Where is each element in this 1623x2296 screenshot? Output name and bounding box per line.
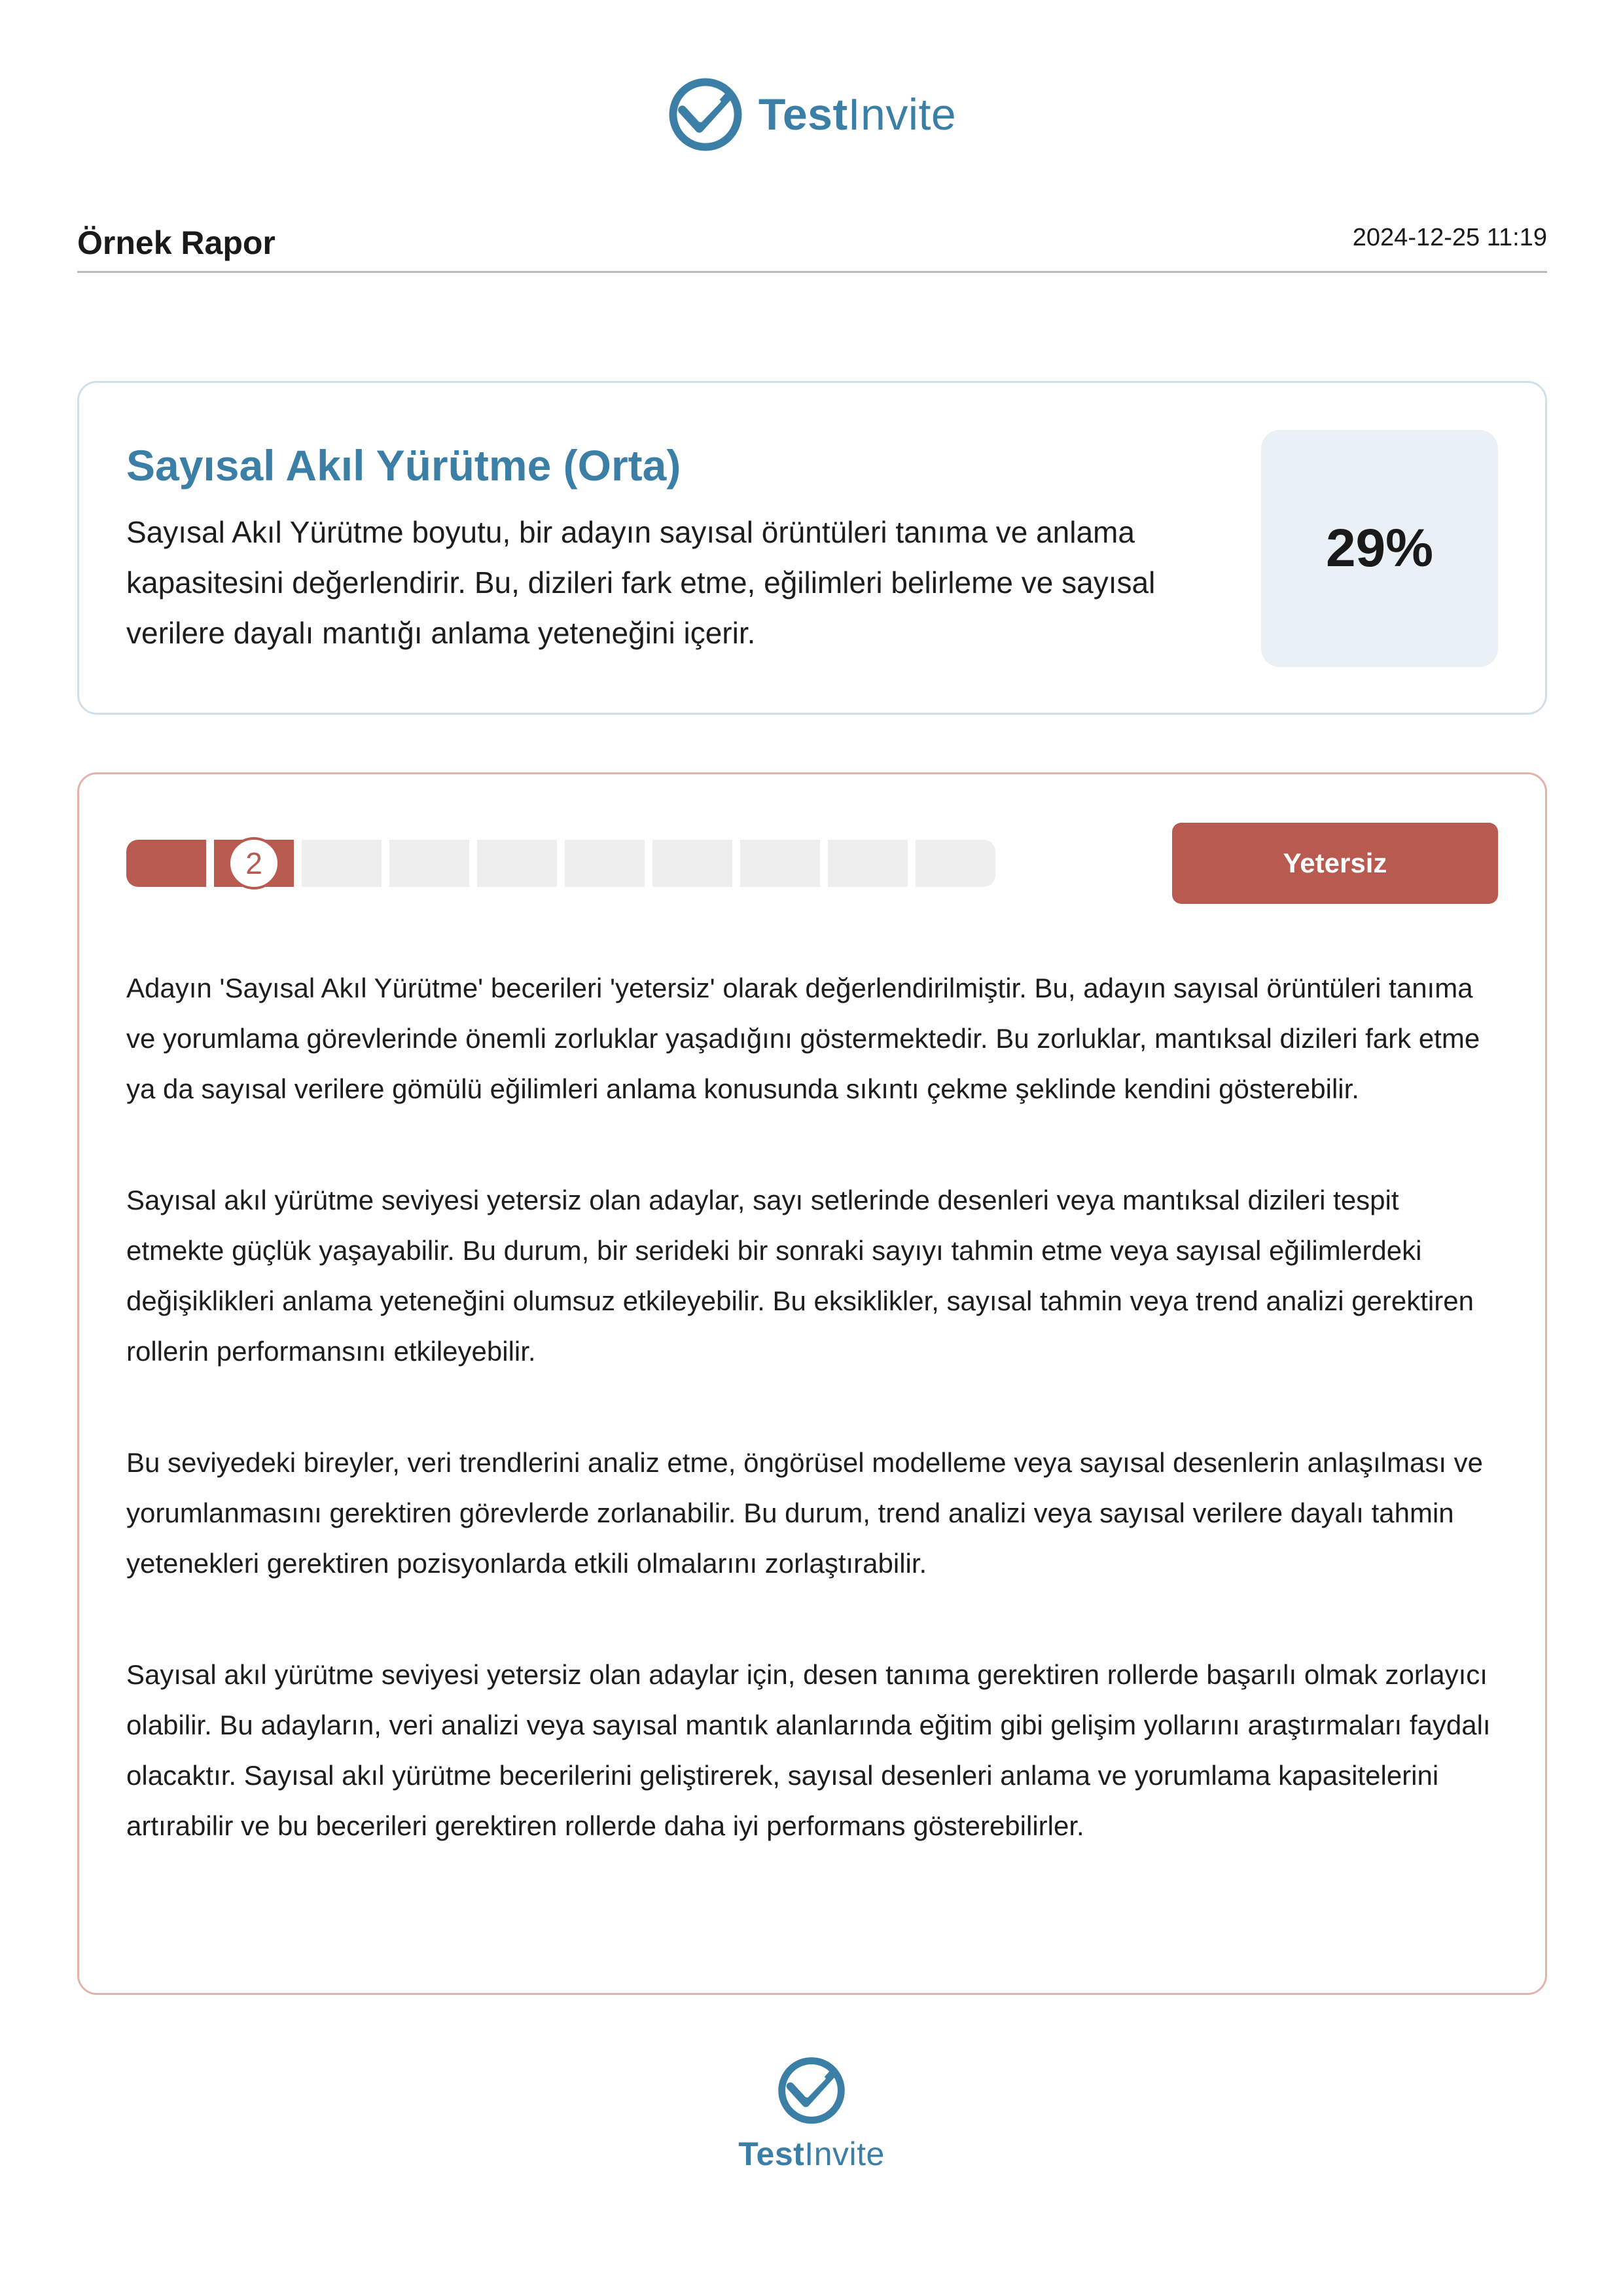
report-date: 2024-12-25 11:19	[1352, 224, 1547, 251]
brand-name-light: Invite	[847, 90, 957, 139]
level-segment	[302, 840, 382, 887]
report-title: Örnek Rapor	[77, 224, 276, 261]
paragraph: Bu seviyedeki bireyler, veri trendlerini analiz etme, öngörüsel modelleme veya sayısal desenlerin anlaşılması ve yorumlanmasını gerektiren görevlerde zorlanabilir. Bu durum, trend analizi veya sayısal verilere dayalı tahmin yetenekleri gerektiren pozisyonlarda etkili olmalarını zorlaştırabilir.	[126, 1447, 1484, 1579]
paragraph: Adayın 'Sayısal Akıl Yürütme' becerileri 'yetersiz' olarak değerlendirilmiştir. Bu, adayın sayısal örüntüleri tanıma ve yorumlama görevlerinde önemli zorluklar yaşadığını göstermektedir. Bu zorluklar, mantıksal dizileri fark etme ya da sayısal verilere gömülü eğilimleri anlama konusunda sıkıntı çekme şeklinde kendini gösterebilir.	[126, 973, 1480, 1104]
dimension-card	[77, 381, 1547, 715]
level-segment	[565, 840, 645, 887]
score-box	[1261, 430, 1498, 667]
brand-name	[758, 89, 956, 140]
level-segment	[126, 840, 206, 887]
level-badge: Yetersiz	[1172, 823, 1498, 904]
check-badge-icon	[667, 76, 744, 153]
header-logo	[0, 72, 1623, 157]
paragraph: Sayısal akıl yürütme seviyesi yetersiz olan adaylar, sayı setlerinde desenleri veya mantıksal dizileri tespit etmekte güçlük yaşayabilir. Bu durum, bir serideki bir sonraki sayıyı tahmin etme veya sayısal eğilimlerdeki değişiklikleri anlama yeteneğini olumsuz etkileyebilir. Bu eksiklikler, sayısal tahmin veya trend analizi gerektiren rollerin performansını etkileyebilir.	[126, 1185, 1474, 1367]
level-description	[126, 963, 1501, 1912]
level-scale	[126, 840, 994, 887]
footer-brand-bold: Test	[738, 2136, 805, 2172]
footer-logo	[0, 2055, 1623, 2186]
level-segment	[477, 840, 557, 887]
score-value: 29%	[1325, 518, 1434, 578]
level-segment	[740, 840, 820, 887]
report-header	[77, 216, 1547, 273]
level-segment	[389, 840, 469, 887]
level-segment	[652, 840, 732, 887]
level-card	[77, 772, 1547, 1995]
dimension-title: Sayısal Akıl Yürütme (Orta)	[126, 441, 681, 490]
dimension-description: Sayısal Akıl Yürütme boyutu, bir adayın sayısal örüntüleri tanıma ve anlama kapasitesini değerlendirir. Bu, dizileri fark etme, eğilimleri belirleme ve sayısal verilere dayalı mantığı anlama yeteneğini içerir.	[126, 515, 1156, 650]
brand-name-bold: Test	[758, 90, 848, 139]
level-segment	[916, 840, 995, 887]
level-marker: 2	[228, 837, 280, 889]
level-segment	[828, 840, 908, 887]
footer-brand-light: Invite	[804, 2136, 885, 2172]
paragraph: Sayısal akıl yürütme seviyesi yetersiz olan adaylar için, desen tanıma gerektiren rollerde başarılı olmak zorlayıcı olabilir. Bu adayların, veri analizi veya sayısal mantık alanlarında eğitim gibi gelişim yollarını araştırmaları faydalı olacaktır. Sayısal akıl yürütme becerilerini geliştirerek, sayısal desenleri anlama ve yorumlama kapasitelerini artırabilir ve bu becerileri gerektiren rollerde daha iyi performans gösterebilirler.	[126, 1659, 1491, 1841]
check-badge-icon	[776, 2055, 847, 2126]
footer-brand-name	[738, 2135, 885, 2173]
